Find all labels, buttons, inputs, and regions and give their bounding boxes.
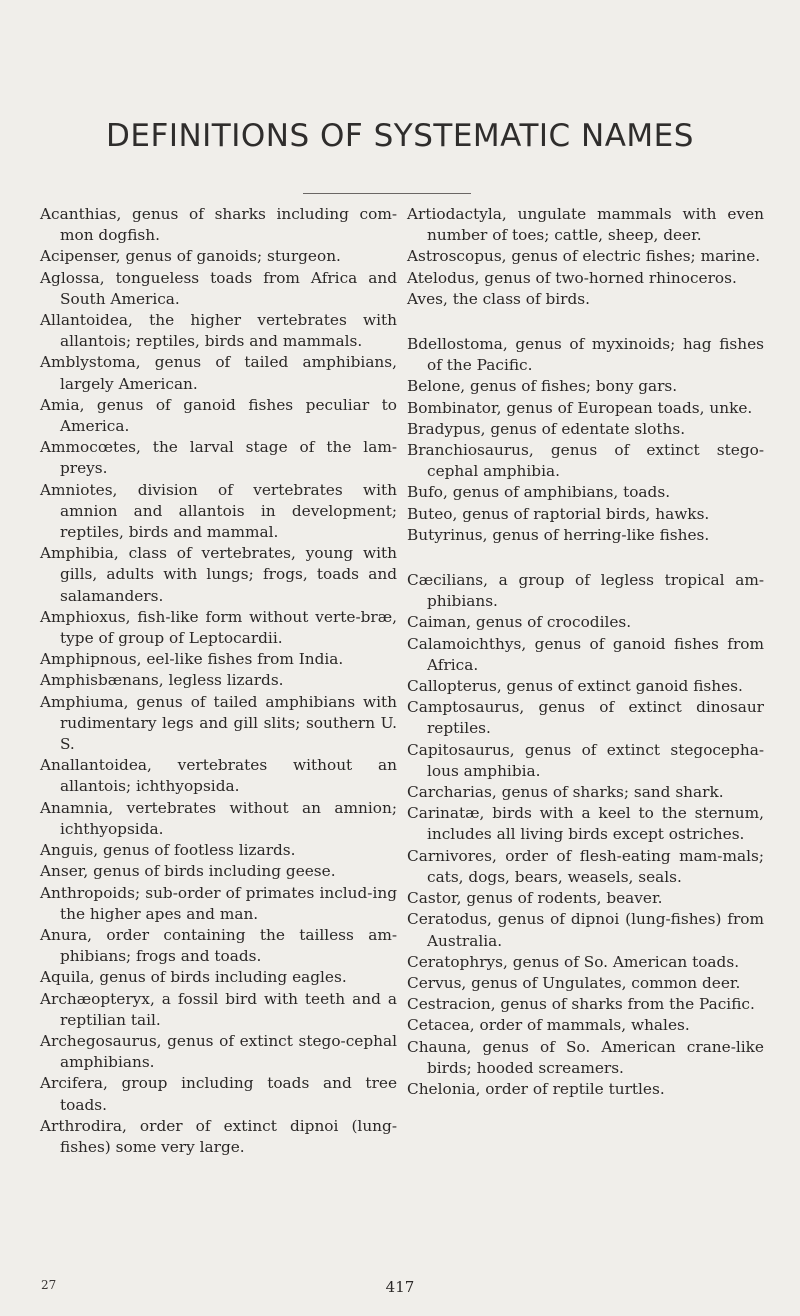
definition-entry: Carnivores, order of flesh-eating mam-mals; cats, dogs, bears, weasels, seals. xyxy=(407,846,764,886)
definition-entry: Carinatæ, birds with a keel to the sternum, includes all living birds except ostriches. xyxy=(407,804,764,844)
definition-entry: Aves, the class of birds. xyxy=(407,289,590,308)
letter-group-gap xyxy=(407,546,764,570)
definition-entry: Cestracion, genus of sharks from the Pacific. xyxy=(407,995,755,1014)
letter-group-gap xyxy=(407,310,764,334)
definition-entry: Branchiosaurus, genus of extinct stego-cephal amphibia. xyxy=(407,441,764,481)
definition-entry: Arthrodira, order of extinct dipnoi (lung-fishes) some very large. xyxy=(40,1116,397,1156)
definition-entry: Calamoichthys, genus of ganoid fishes from Africa. xyxy=(407,634,764,674)
definition-entry: Castor, genus of rodents, beaver. xyxy=(407,889,663,908)
definition-entry: Cæcilians, a group of legless tropical am-phibians. xyxy=(407,571,764,611)
definition-entry: Ceratodus, genus of dipnoi (lung-fishes) from Australia. xyxy=(407,910,764,950)
right-column xyxy=(407,204,764,1100)
definition-entry: Caiman, genus of crocodiles. xyxy=(407,613,632,632)
definition-entry: Artiodactyla, ungulate mammals with even number of toes; cattle, sheep, deer. xyxy=(407,205,764,245)
definition-entry: Buteo, genus of raptorial birds, hawks. xyxy=(407,504,710,523)
definition-entry: Aquila, genus of birds including eagles. xyxy=(40,968,347,987)
definition-entry: Ammocœtes, the larval stage of the lam-preys. xyxy=(40,438,397,478)
definition-entry: Anser, genus of birds including geese. xyxy=(40,862,336,881)
definition-entry: Ceratophrys, genus of So. American toads. xyxy=(407,952,740,971)
definition-entry: Acipenser, genus of ganoids; sturgeon. xyxy=(40,247,341,266)
definition-entry: Amblystoma, genus of tailed amphibians, largely American. xyxy=(40,353,397,393)
definition-entry: Anguis, genus of footless lizards. xyxy=(40,841,296,860)
definition-entry: Bradypus, genus of edentate sloths. xyxy=(407,419,686,438)
definition-entry: Archegosaurus, genus of extinct stego-cephal amphibians. xyxy=(40,1031,397,1072)
definition-entry: Carcharias, genus of sharks; sand shark. xyxy=(407,783,724,802)
definition-entry: Chauna, genus of So. American crane-like birds; hooded screamers. xyxy=(407,1037,764,1077)
definition-entry: Callopterus, genus of extinct ganoid fishes. xyxy=(407,677,743,696)
definition-entry: Amia, genus of ganoid fishes peculiar to America. xyxy=(40,395,397,436)
page-number: 417 xyxy=(385,1278,415,1296)
definition-entry: Amphisbænans, legless lizards. xyxy=(40,671,284,690)
definition-entry: Amphibia, class of vertebrates, young with gills, adults with lungs; frogs, toads and salamanders. xyxy=(40,544,397,605)
definition-entry: Arcifera, group including toads and tree toads. xyxy=(40,1074,397,1114)
definition-entry: Anura, order containing the tailless am-phibians; frogs and toads. xyxy=(40,925,397,966)
definition-entry: Amphiuma, genus of tailed amphibians with rudimentary legs and gill slits; southern U. S. xyxy=(40,692,397,754)
definition-entry: Capitosaurus, genus of extinct stegocepha-lous amphibia. xyxy=(407,740,764,780)
definition-entry: Bombinator, genus of European toads, unke. xyxy=(407,398,753,417)
left-column xyxy=(40,204,397,1158)
page-title: DEFINITIONS OF SYSTEMATIC NAMES xyxy=(106,118,694,154)
definition-entry: Archæopteryx, a fossil bird with teeth and a reptilian tail. xyxy=(40,989,397,1029)
definition-entry: Belone, genus of fishes; bony gars. xyxy=(407,377,678,396)
definition-entry: Chelonia, order of reptile turtles. xyxy=(407,1079,665,1098)
definition-entry: Amniotes, division of vertebrates with amnion and allantois in development; reptiles, birds and mammal. xyxy=(40,480,397,542)
definition-entry: Cetacea, order of mammals, whales. xyxy=(407,1016,690,1035)
definition-entry: Anthropoids; sub-order of primates includ-ing the higher apes and man. xyxy=(40,883,397,923)
definition-entry: Bufo, genus of amphibians, toads. xyxy=(407,483,671,502)
definition-entry: Amphioxus, fish-like form without verte-bræ, type of group of Leptocardii. xyxy=(40,607,397,648)
definition-entry: Anallantoidea, vertebrates without an allantois; ichthyopsida. xyxy=(40,756,397,796)
definition-entry: Atelodus, genus of two-horned rhinoceros. xyxy=(407,268,737,287)
definition-entry: Cervus, genus of Ungulates, common deer. xyxy=(407,973,741,992)
title-divider xyxy=(303,193,471,194)
definition-entry: Anamnia, vertebrates without an amnion; ichthyopsida. xyxy=(40,798,397,838)
definition-entry: Aglossa, tongueless toads from Africa and South America. xyxy=(40,268,397,308)
definition-entry: Amphipnous, eel-like fishes from India. xyxy=(40,650,344,669)
definition-entry: Butyrinus, genus of herring-like fishes. xyxy=(407,525,710,544)
definition-entry: Bdellostoma, genus of myxinoids; hag fishes of the Pacific. xyxy=(407,335,764,375)
definition-entry: Acanthias, genus of sharks including com-mon dogfish. xyxy=(40,205,397,245)
definition-entry: Camptosaurus, genus of extinct dinosaur reptiles. xyxy=(407,698,764,738)
definition-entry: Allantoidea, the higher vertebrates with allantois; reptiles, birds and mammals. xyxy=(40,311,397,351)
signature-mark: 27 xyxy=(41,1278,57,1292)
definition-entry: Astroscopus, genus of electric fishes; marine. xyxy=(407,247,761,266)
